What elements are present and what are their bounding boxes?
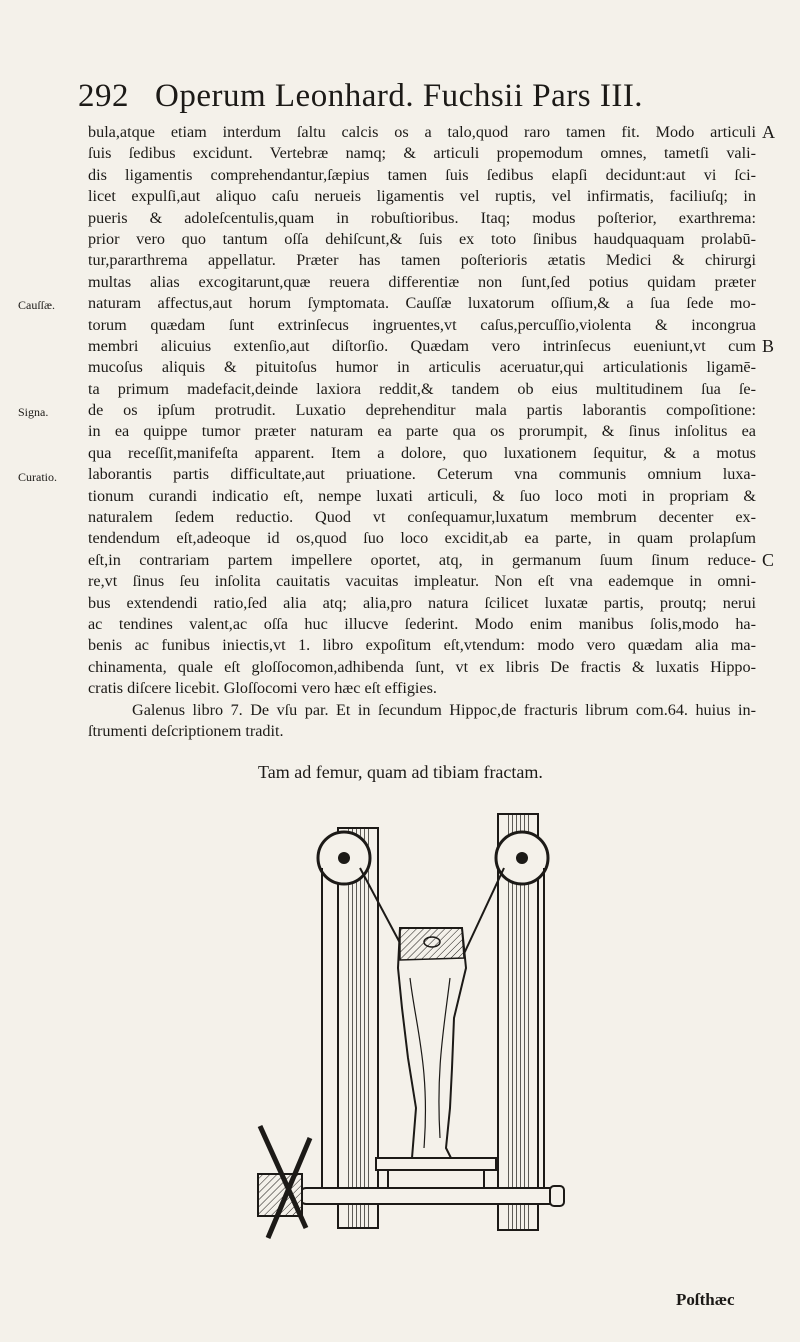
- margin-note-curatio: Curatio.: [18, 470, 57, 484]
- text-line: ſtrumenti deſcriptionem tradit.: [88, 721, 284, 740]
- running-head: [78, 78, 718, 115]
- text-line: mucoſus aliquis & pituitoſus humor in articulis aceruatur,qui articulationis ligamē-: [88, 358, 756, 377]
- text-line: ac tendines valent,ac oſſa huc illucve ſederint. Modo enim manibus ſolis,modo ha-: [88, 614, 756, 633]
- figure-caption: Tam ad femur, quam ad tibiam fractam.: [258, 762, 543, 782]
- text-line: dis ligamentis comprehendantur,ſæpius tamen ſuis ſedibus elapſi decidunt:aut vi ſci-: [88, 165, 756, 184]
- text-line: tionum curandi indicatio eſt, nempe luxati articuli, & ſuo loco moti in propriam &: [88, 486, 756, 505]
- text-line: cratis diſcere licebit. Gloſſocomi vero hæc eſt effigies.: [88, 679, 437, 698]
- running-title: Operum Leonhard. Fuchsii Pars III.: [155, 78, 644, 114]
- glossocomon-woodcut: [240, 808, 570, 1248]
- text-line: ſuis ſedibus excidunt. Vertebræ namq; & articuli propemodum omnes, tametſi vali-: [88, 144, 756, 163]
- text-line: bula,atque etiam interdum ſaltu calcis os a talo,quod raro tamen fit. Modo articuli: [88, 123, 756, 141]
- text-line: membri alicuius extenſio,aut diſtorſio. Quædam vero intrinſecus eueniunt,vt cum: [88, 336, 756, 355]
- margin-note-caussae: Cauſſæ.: [18, 298, 56, 312]
- text-line: Galenus libro 7. De vſu par. Et in ſecundum Hippoc,de fracturis librum com.64. huius in-: [132, 700, 756, 719]
- text-line: prior vero quo tantum oſſa dehiſcunt,& ſuis ex toto ſinibus haudquaquam prolabū-: [88, 229, 756, 248]
- section-letter-a: A: [762, 122, 775, 142]
- text-line: bus extendendi ratio,ſed alia atq; alia,pro natura ſcilicet luxatæ partis, proutq; nerui: [88, 593, 756, 612]
- body-text: [88, 122, 756, 742]
- text-line: pueris & adoleſcentulis,quam in robuſtioribus. Itaq; modus poſterior, exarthrema:: [88, 208, 756, 227]
- text-line: ta primum madefacit,deinde laxiora reddit,& tandem ob eius multitudinem ſua ſe-: [88, 379, 756, 398]
- text-line: torum quædam ſunt extrinſecus ingruentes,vt caſus,percuſſio,violenta & incongrua: [88, 315, 756, 334]
- text-line: laborantis partis difficultate,aut priuatione. Ceterum vna communis omnium luxa-: [88, 465, 756, 484]
- text-line: eſt,in contrariam partem impellere oportet, atq, in germanum ſuum ſinum reduce-: [88, 550, 756, 569]
- text-line: benis ac funibus iniectis,vt 1. libro expoſitum eſt,vtendum: modo vero quædam alia ma-: [88, 636, 756, 655]
- section-letter-b: B: [762, 336, 775, 356]
- text-line: multas alias excogitarunt,quæ reuera differentiæ non ſunt,ſed potius quidam præter: [88, 272, 756, 291]
- text-line: naturalem ſedem reductio. Quod vt conſequamur,luxatum membrum decenter ex-: [88, 508, 756, 527]
- catchword: Poſthæc: [676, 1290, 735, 1309]
- text-line: naturam affectus,aut horum ſymptomata. Cauſſæ luxatorum oſſium,& a ſua ſede mo-: [88, 294, 756, 313]
- text-line: licet expulſi,aut aliquo caſu nerueis ligamentis vel ruptis, vel infirmatis, faciliuſq; in: [88, 187, 756, 206]
- text-line: qua receſſit,manifeſta apparent. Item a dolore, quo luxationem ſequitur, & a motus: [88, 443, 756, 462]
- page-number: 292: [78, 78, 129, 114]
- section-letter-c: C: [762, 550, 775, 570]
- text-line: in ea quippe tumor præter naturam ea parte qua os prorumpit, & ſinus inſolitus ea: [88, 422, 756, 441]
- text-line: chinamenta, quale eſt gloſſocomon,adhibenda ſunt, vt ex libris De fractis & luxatis Hippo-: [88, 657, 756, 676]
- text-line: tur,pararthrema appellatur. Præter has tamen poſterioris ætatis Medici & chirurgi: [88, 251, 756, 270]
- text-line: re,vt ſinus ſeu inſolita cauitatis vacuitas impleatur. Non eſt vna eademque in omni-: [88, 572, 756, 591]
- margin-note-signa: Signa.: [18, 405, 49, 419]
- text-line: tendendum eſt,adeoque id os,quod ſuo loco excidit,ab ea parte, in quam prolapſum: [88, 529, 756, 548]
- text-line: de os ipſum protrudit. Luxatio deprehenditur mala partis laborantis compoſitione:: [88, 401, 756, 420]
